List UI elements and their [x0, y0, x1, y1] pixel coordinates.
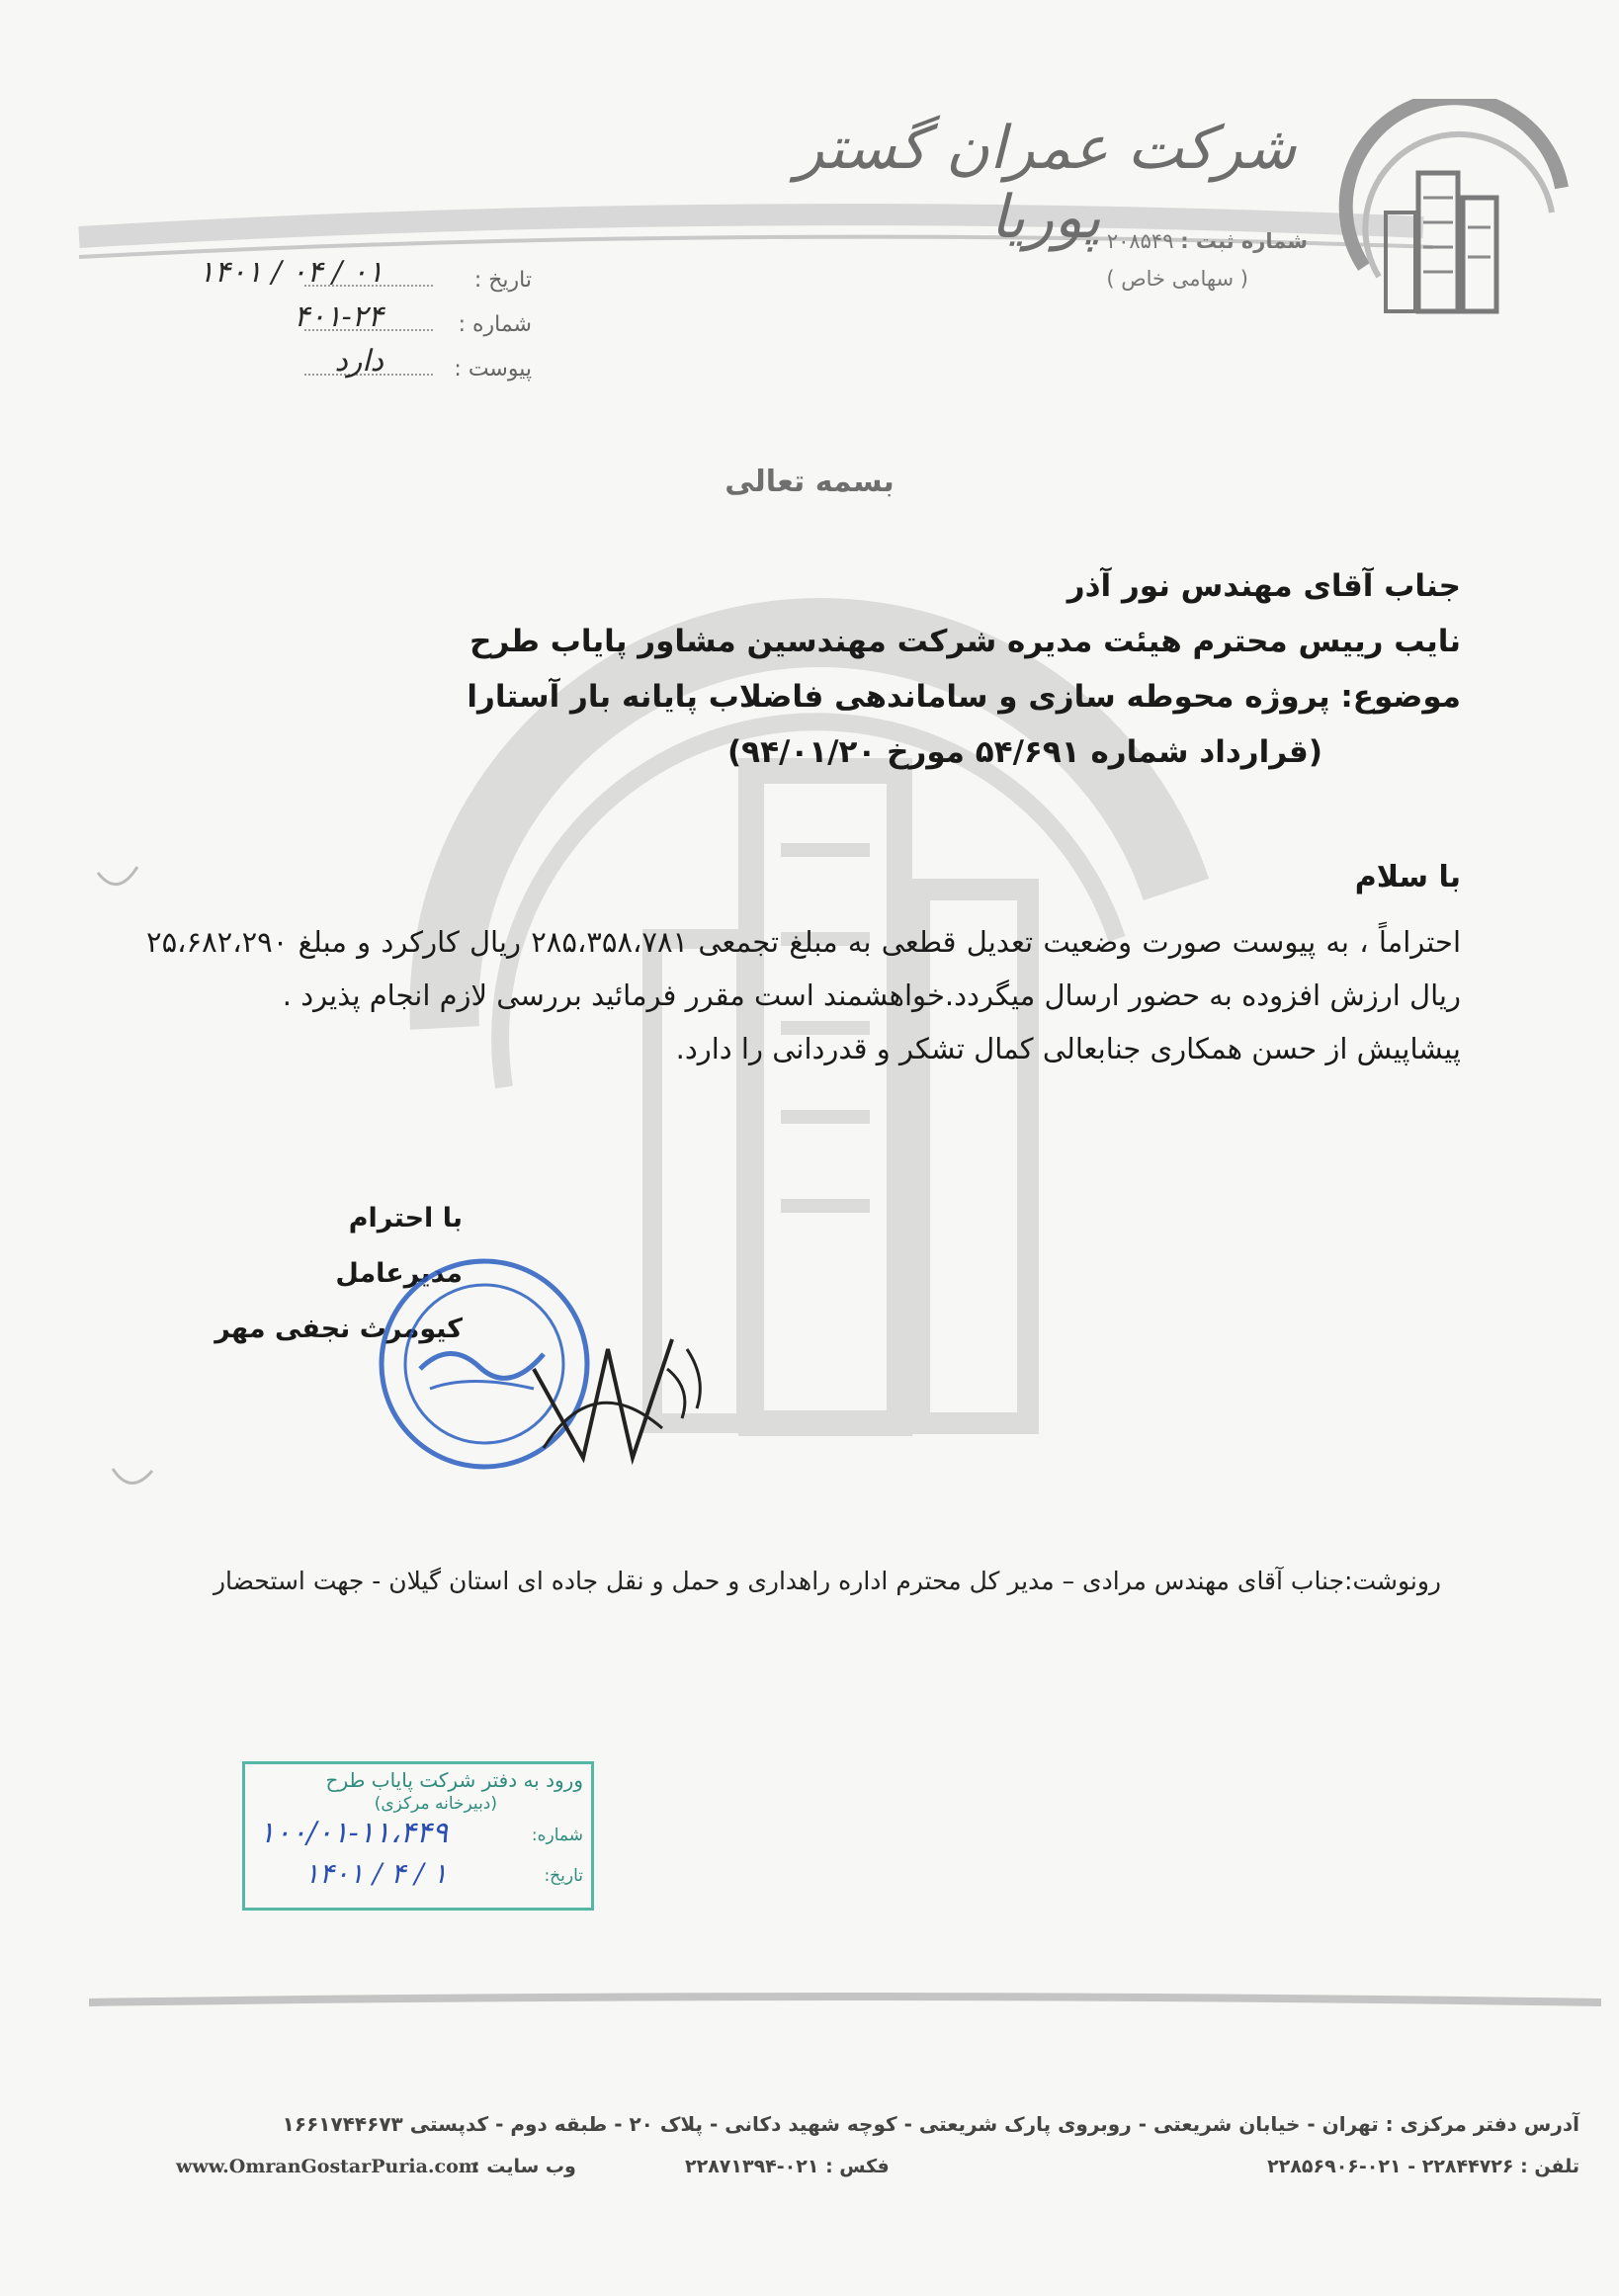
recipient-title: نایب رییس محترم هیئت مدیره شرکت مهندسین مشاور پایاب طرح: [469, 624, 1461, 659]
subject-line: موضوع: پروژه محوطه سازی و ساماندهی فاضلاب پایانه بار آستارا: [467, 679, 1461, 715]
footer-address: آدرس دفتر مرکزی : تهران - خیابان شریعتی - روبروی پارک شریعتی - کوچه شهید دکانی - پلاک ۲۰ - طبقه دوم - کدپستی ۱۶۶۱۷۴۴۶۷۳: [282, 2112, 1579, 2136]
footer-website-label: وب سایت :: [472, 2156, 576, 2177]
footer-phone: تلفن : ۲۲۸۴۴۷۲۶ - ۰۲۱-۲۲۸۵۶۹۰۶: [1267, 2156, 1579, 2177]
greeting: با سلام: [1354, 860, 1461, 894]
signatory-position: مدیرعامل: [335, 1258, 463, 1289]
recipient-block: [156, 558, 1461, 780]
handwritten-signature: [514, 1310, 722, 1478]
footer-website: www.OmranGostarPuria.com: [176, 2156, 478, 2177]
body-paragraph: احتراماً ، به پیوست صورت وضعیت تعدیل قطعی به مبلغ تجمعی ۲۸۵،۳۵۸،۷۸۱ ریال کارکرد و مبلغ ۲۵،۶۸۲،۲۹۰ ریال ارزش افزوده به حضور ارسال میگردد.خواهشمند است مقرر فرمائید بررسی لازم انجام پذیرد .: [146, 925, 1462, 1012]
signatory-name: کیومرث نجفی مهر: [214, 1314, 463, 1344]
bismillah-heading: بسمه تعالی: [724, 465, 895, 499]
received-date-value: ۱۴۰۱ / ۴ / ۱: [304, 1857, 448, 1890]
number-value: ۴۰۱-۲۴: [294, 299, 383, 334]
received-number-value: ۱۰۰/۰۱-۱۱،۴۴۹: [259, 1816, 449, 1850]
received-stamp-title: ورود به دفتر شرکت پایاب طرح: [325, 1768, 583, 1792]
company-name: شرکت عمران گستر پوریا: [795, 114, 1297, 252]
received-number-label: شماره:: [531, 1826, 583, 1845]
received-stamp-subtitle: (دبیرخانه مرکزی): [374, 1794, 497, 1814]
footer-fax: فکس : ۰۲۱-۲۲۸۷۱۳۹۴: [685, 2156, 890, 2177]
carbon-copy-line: رونوشت:جناب آقای مهندس مرادی – مدیر کل محترم اداره راهداری و حمل و نقل جاده ای استان گیلان - جهت استحضار: [213, 1567, 1441, 1595]
closing-regards: با احترام: [348, 1203, 463, 1233]
date-label: تاریخ :: [473, 268, 532, 293]
punch-hole-mark: [94, 863, 141, 893]
company-type: ( سهامی خاص ): [1106, 267, 1248, 291]
date-value: ۱۴۰۱ / ۰۴ / ۰۱: [198, 255, 383, 290]
contract-reference: (قرارداد شماره ۵۴/۶۹۱ مورخ ۹۴/۰۱/۲۰): [727, 734, 1322, 770]
registration-label: شماره ثبت :: [1180, 229, 1308, 253]
received-date-label: تاریخ:: [544, 1866, 583, 1886]
attachment-row: [156, 344, 532, 392]
body-paragraph: پیشاپیش از حسن همکاری جنابعالی کمال تشکر و قدردانی را دارد.: [675, 1032, 1461, 1065]
registration-number: ۲۰۸۵۴۹: [1106, 229, 1174, 253]
letter-body: [146, 915, 1461, 1075]
footer-divider: [89, 1989, 1601, 2014]
letter-meta: [156, 255, 532, 392]
registration-line: [1107, 229, 1308, 253]
attachment-value: دارد: [334, 344, 383, 379]
received-stamp: [242, 1761, 594, 1911]
attachment-label: پیوست :: [454, 357, 532, 382]
recipient-name: جناب آقای مهندس نور آذر: [1066, 568, 1461, 604]
company-logo-icon: [1324, 99, 1581, 356]
number-label: شماره :: [458, 312, 532, 337]
punch-hole-mark: [109, 1461, 156, 1490]
